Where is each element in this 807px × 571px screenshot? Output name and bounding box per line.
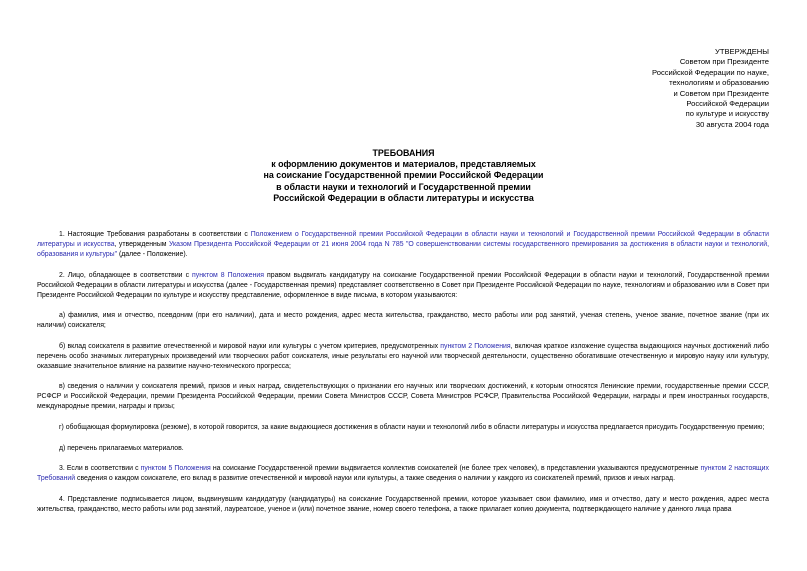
paragraph-2g: г) обобщающая формулировка (резюме), в которой говорится, за какие выдающиеся достижения в области науки и технологий либо в области литературы и искусства предлагается присудить Государственную премию;: [59, 423, 765, 431]
paragraph-3: 3. Если в соответствии с пунктом 5 Положения на соискание Государственной премии выдвигается коллектив соискателей (не более трех человек), в представлении указываются предусмотренные пунктом 2 настоящих Требований сведения о каждом соискателе, его вклад в развитие отечественной и мировой науки или культуры, а также сведения о наличии у каждого из соискателей премий, призов и иных наград.: [37, 465, 769, 483]
approval-line: и Советом при Президенте: [673, 88, 769, 98]
paragraph-1: 1. Настоящие Требования разработаны в соответствии с Положением о Государственной премии Российской Федерации в области науки и технологий и Государственной премии Российской Федерации в области литературы и искусства, утвержденным Указом Президента Российской Федерации от 21 июня 2004 года N 785 "О совершенствовании системы государственного премирования за достижения в области науки и технологий, образования и культуры" (далее - Положение).: [37, 231, 770, 258]
approval-line: технологиям и образованию: [669, 78, 769, 88]
title-line: Российской Федерации в области литературы и искусства: [273, 192, 534, 203]
paragraph-2: 2. Лицо, обладающее в соответствии с пунктом 8 Положения правом выдвигать кандидатуру на соискание Государственной премии Российской Федерации в области науки и технологий, Государственной премии Российской Федерации в области литературы и искусства (далее - Государственная премия) представляет соответственно в Совет при Президенте Российской Федерации по науке, технологиям и образованию или в Совет при Президенте Российской Федерации по культуре и искусству представление, оформленное в виде письма, в котором указываются:: [37, 271, 769, 299]
approval-line: УТВЕРЖДЕНЫ: [715, 47, 769, 56]
paragraph-4: 4. Представление подписывается лицом, выдвинувшим кандидатуру (кандидатуры) на соискание Государственной премии, которое указывает свои фамилию, имя и отчество, дату и место рождения, адрес места жительства, гражданство, место работы или род занятий, лауреатское, ученое и (или) почетное звание, номер своего телефона, а также прилагает копию документа, подтверждающего наличие у данного лица права: [37, 495, 769, 513]
title-line: на соискание Государственной премии Российской Федерации: [263, 170, 544, 181]
link-clause-5[interactable]: пунктом 5 Положения: [140, 465, 211, 473]
title-heading: ТРЕБОВАНИЯ: [372, 148, 435, 158]
approval-line: Российской Федерации: [686, 99, 769, 109]
document-title: [0, 148, 807, 204]
paragraph-2d: д) перечень прилагаемых материалов.: [59, 444, 184, 452]
approval-line: Советом при Президенте: [679, 57, 769, 67]
approval-line: Российской Федерации по науке,: [652, 67, 769, 77]
approval-date: 30 августа 2004 года: [695, 119, 769, 129]
approval-stamp: [652, 47, 769, 130]
title-line: в области науки и технологий и Государственной премии: [276, 181, 531, 192]
paragraph-2a: а) фамилия, имя и отчество, псевдоним (при его наличии), дата и место рождения, адрес места жительства, гражданство, место работы или род занятий, ученая степень, ученое звание, почетное звание (при их наличии) соискателя;: [37, 312, 769, 330]
paragraph-2b: б) вклад соискателя в развитие отечественной и мировой науки или культуры с учетом критериев, предусмотренных пунктом 2 Положения, включая краткое изложение существа выдающихся научных достижений либо перечень особо значимых литературных произведений или творческих работ соискателя, иные результаты его научной или творческой деятельности, существенно обогатившие отечественную и мировую науку или культуру, оказавшие значительное влияние на развитие научно-технического прогресса;: [37, 342, 769, 370]
approval-line: по культуре и искусству: [685, 109, 769, 119]
document-body: [37, 230, 769, 525]
title-line: к оформлению документов и материалов, представляемых: [271, 159, 536, 170]
link-requirements-clause-2[interactable]: пунктом 2 настоящих Требований: [37, 465, 769, 483]
link-clause-2[interactable]: пунктом 2 Положения: [440, 342, 511, 350]
link-presidential-decree[interactable]: Указом Президента Российской Федерации от 21 июня 2004 года N 785 "О совершенствовании системы государственного премирования за достижения в области науки и технологий, образования и культуры": [37, 241, 770, 258]
paragraph-2v: в) сведения о наличии у соискателя премий, призов и иных наград, свидетельствующих о признании его научных или творческих достижений, к которым относятся Ленинские премии, государственные премии СССР, РСФСР и Российской Федерации, премии Президента Российской Федерации, премии Совета Министров СССР, Совета Министров РСФСР, Правительства Российской Федерации, награды и прем иностранных государств, международные премии, награды и призы;: [37, 383, 769, 411]
link-regulation[interactable]: Положением о Государственной премии Российской Федерации в области науки и технологий и Государственной премии Российской Федерации в области литературы и искусства: [37, 231, 769, 248]
link-clause-8[interactable]: пунктом 8 Положения: [192, 271, 264, 279]
